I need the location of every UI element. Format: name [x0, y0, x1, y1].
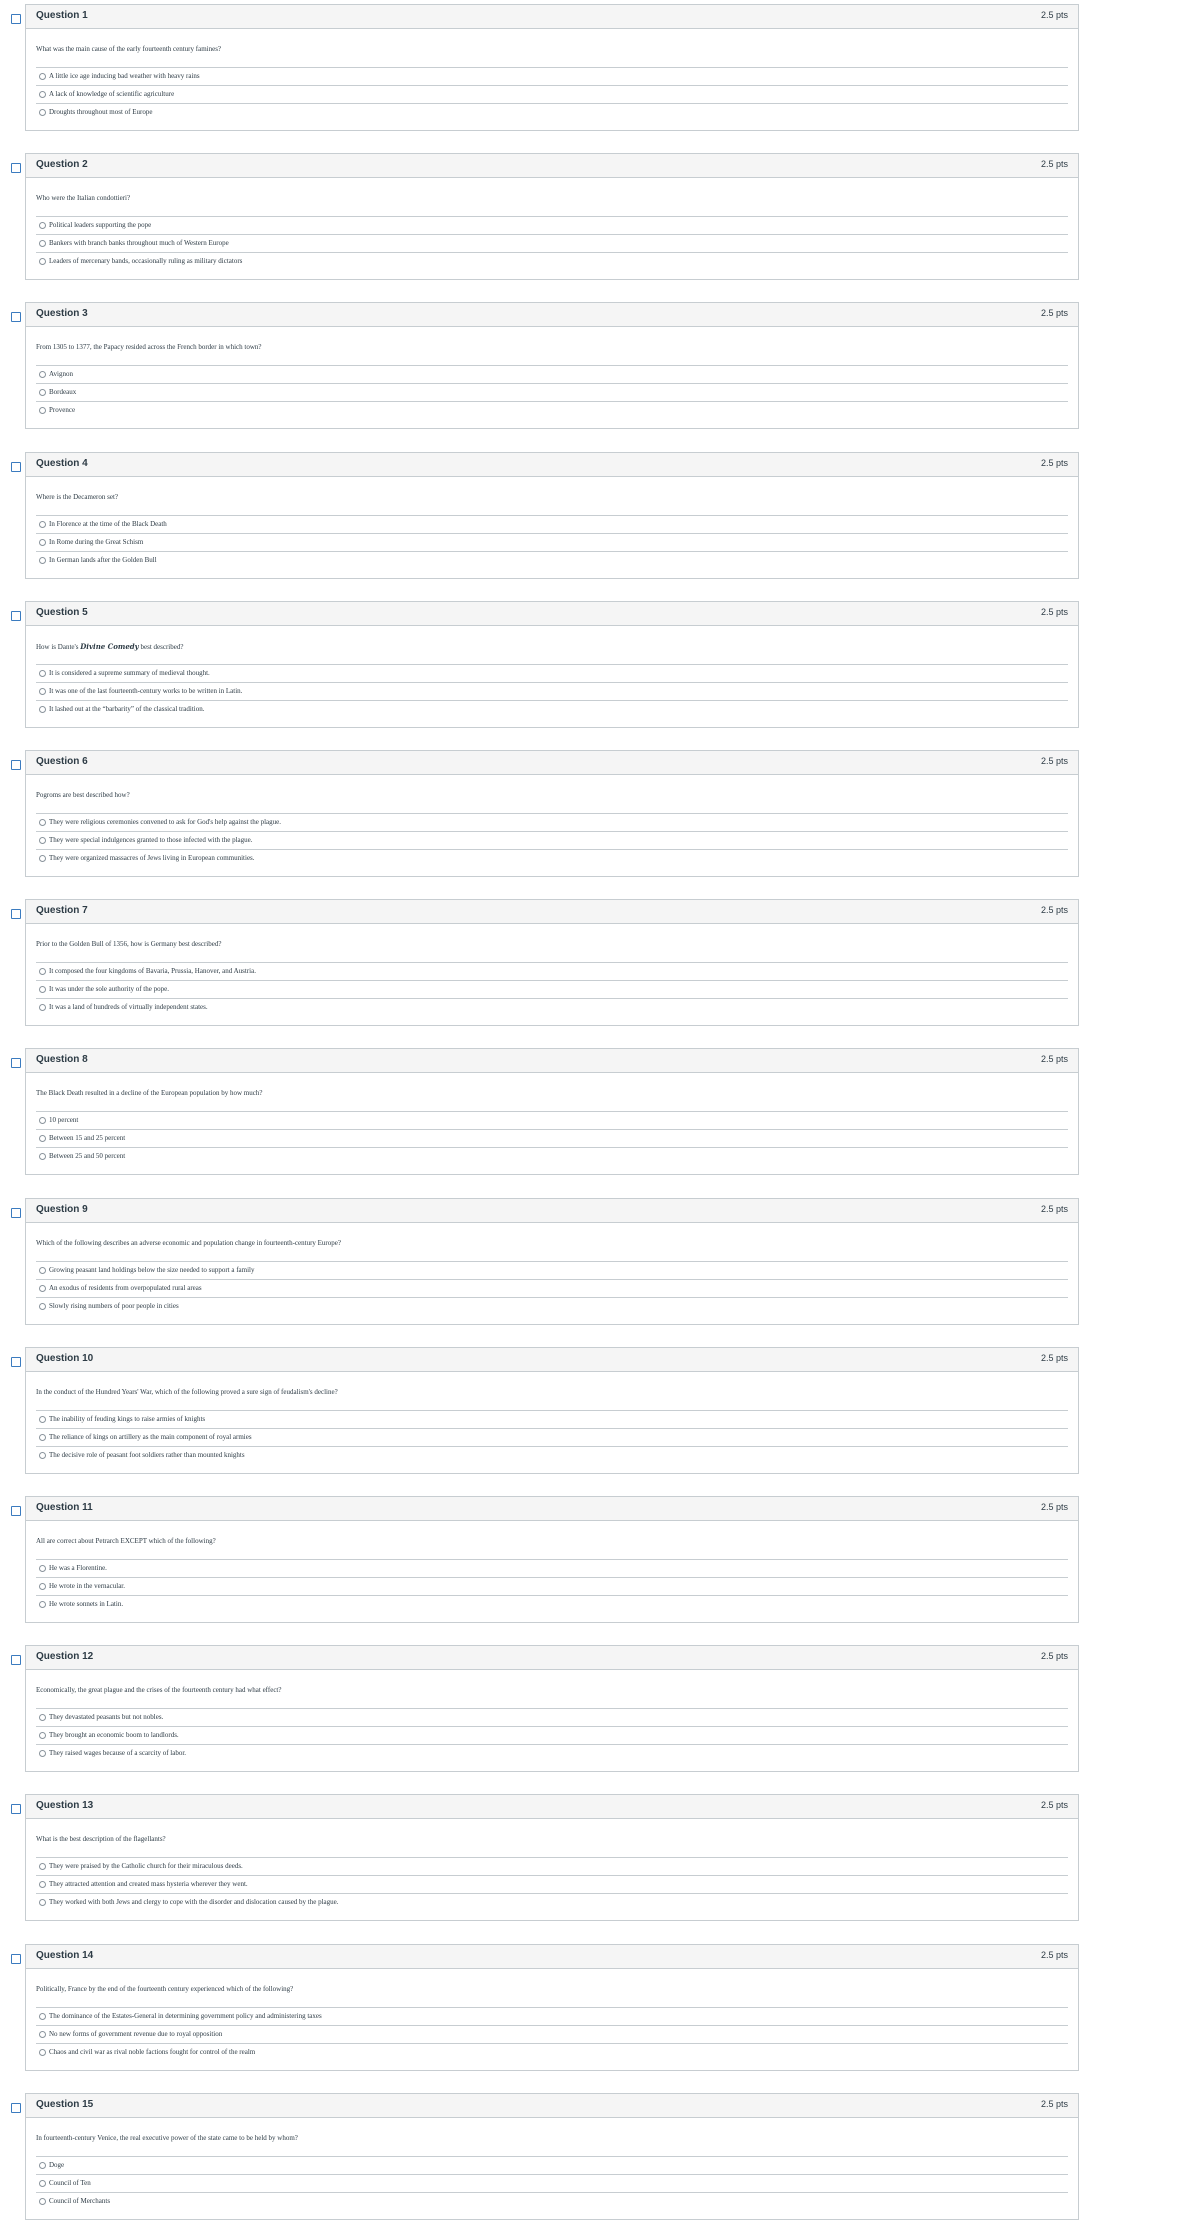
answer-option[interactable] — [36, 683, 1068, 701]
answer-label[interactable]: In Rome during the Great Schism — [49, 537, 144, 546]
answer-radio[interactable] — [39, 2162, 46, 2169]
answer-option[interactable] — [36, 999, 1068, 1016]
question-points: 2.5 pts — [1040, 905, 1068, 916]
question-card — [25, 1198, 1079, 1325]
question-card — [25, 1048, 1079, 1175]
answer-option[interactable] — [36, 552, 1068, 569]
question-card — [25, 1496, 1079, 1623]
answer-label[interactable]: Bankers with branch banks throughout much of Western Europe — [49, 239, 229, 248]
answer-label[interactable]: A lack of knowledge of scientific agriculture — [49, 90, 175, 98]
question-prompt: What is the best description of the flagellants? — [36, 1835, 166, 1844]
question-header — [26, 1497, 1078, 1521]
question-prompt: Politically, France by the end of the fourteenth century experienced which of the following? — [36, 1984, 294, 1993]
answer-radio[interactable] — [39, 1565, 46, 1572]
answer-option[interactable] — [36, 1429, 1068, 1447]
question-card — [25, 1347, 1079, 1474]
answer-label[interactable]: Provence — [49, 406, 76, 415]
answer-list — [36, 664, 1068, 718]
question-title: Question 3 — [36, 308, 88, 320]
answer-radio[interactable] — [39, 109, 46, 116]
answer-option[interactable] — [36, 104, 1068, 121]
question-header — [26, 1348, 1078, 1372]
question-title: Question 13 — [36, 1800, 94, 1812]
answer-option[interactable] — [36, 2008, 1068, 2026]
answer-label[interactable]: The reliance of kings on artillery as the main component of royal armies — [49, 1432, 252, 1441]
answer-radio[interactable] — [39, 1153, 46, 1160]
answer-radio[interactable] — [39, 986, 46, 993]
question-header — [26, 1795, 1078, 1819]
question-title: Question 7 — [36, 905, 88, 917]
question-title: Question 1 — [36, 10, 88, 21]
answer-option[interactable] — [36, 2193, 1068, 2210]
answer-list — [36, 365, 1068, 419]
answer-radio[interactable] — [39, 1583, 46, 1590]
answer-list — [36, 1111, 1068, 1165]
question-points: 2.5 pts — [1040, 1651, 1068, 1662]
question-card — [25, 4, 1079, 131]
answer-list — [36, 813, 1068, 867]
question-header — [26, 751, 1078, 775]
flag-question-icon[interactable] — [11, 1954, 21, 1964]
flag-question-icon[interactable] — [11, 312, 21, 322]
answer-label[interactable]: He wrote sonnets in Latin. — [49, 1600, 124, 1608]
answer-option[interactable] — [36, 814, 1068, 832]
question-card — [25, 153, 1079, 280]
answer-label[interactable]: They worked with both Jews and clergy to cope with the disorder and dislocation caused by the plague. — [49, 1898, 339, 1907]
answer-list — [36, 1261, 1068, 1315]
flag-question-icon[interactable] — [11, 1357, 21, 1367]
answer-list — [36, 1857, 1068, 1911]
question-prompt: Pogroms are best described how? — [36, 791, 130, 799]
answer-list — [36, 1708, 1068, 1762]
answer-radio[interactable] — [39, 1863, 46, 1870]
answer-radio[interactable] — [39, 91, 46, 98]
answer-label[interactable]: In Florence at the time of the Black Death — [49, 519, 167, 528]
answer-label[interactable]: An exodus of residents from overpopulated rural areas — [49, 1283, 202, 1292]
flag-question-icon[interactable] — [11, 909, 21, 919]
answer-radio[interactable] — [39, 389, 46, 396]
answer-label[interactable]: They brought an economic boom to landlords. — [49, 1731, 179, 1740]
answer-radio[interactable] — [39, 1601, 46, 1608]
question-prompt: Where is the Decameron set? — [36, 492, 119, 501]
answer-list — [36, 962, 1068, 1016]
flag-question-icon[interactable] — [11, 1804, 21, 1814]
answer-label[interactable]: In German lands after the Golden Bull — [49, 555, 157, 564]
answer-label[interactable]: It was under the sole authority of the pope. — [49, 985, 169, 994]
question-header — [26, 453, 1078, 477]
answer-option[interactable] — [36, 2044, 1068, 2061]
answer-option[interactable] — [36, 2026, 1068, 2044]
flag-question-icon[interactable] — [11, 1058, 21, 1068]
answer-radio[interactable] — [39, 706, 46, 713]
answer-label[interactable]: They attracted attention and created mass hysteria wherever they went. — [49, 1880, 248, 1889]
answer-option[interactable] — [36, 1447, 1068, 1464]
question-prompt: Prior to the Golden Bull of 1356, how is Germany best described? — [36, 940, 222, 949]
answer-option[interactable] — [36, 1280, 1068, 1298]
answer-radio[interactable] — [39, 1416, 46, 1423]
answer-label[interactable]: 10 percent — [49, 1116, 79, 1125]
question-prompt: How is Dante's Divine Comedy best described? — [36, 641, 184, 651]
answer-radio[interactable] — [39, 539, 46, 546]
answer-label[interactable]: They raised wages because of a scarcity of labor. — [49, 1749, 187, 1758]
question-title: Question 6 — [36, 756, 88, 767]
answer-label[interactable]: Chaos and civil war as rival noble factions fought for control of the realm — [49, 2047, 256, 2056]
answer-option[interactable] — [36, 1411, 1068, 1429]
answer-radio[interactable] — [39, 819, 46, 826]
answer-list — [36, 2156, 1068, 2210]
question-card — [25, 1794, 1079, 1921]
answer-option[interactable] — [36, 1727, 1068, 1745]
answer-option[interactable] — [36, 235, 1068, 253]
question-title: Question 5 — [36, 606, 88, 618]
question-title: Question 4 — [36, 457, 88, 469]
answer-option[interactable] — [36, 850, 1068, 867]
answer-option[interactable] — [36, 1130, 1068, 1148]
answer-label[interactable]: They were religious ceremonies convened to ask for God's help against the plague. — [49, 818, 281, 826]
answer-option[interactable] — [36, 963, 1068, 981]
question-prompt: Who were the Italian condottieri? — [36, 194, 131, 203]
answer-list — [36, 2007, 1068, 2061]
question-prompt: In the conduct of the Hundred Years' War, which of the following proved a sure sign of feudalism's decline? — [36, 1387, 338, 1396]
answer-label[interactable]: Between 15 and 25 percent — [49, 1134, 126, 1143]
answer-label[interactable]: It was one of the last fourteenth-century works to be written in Latin. — [49, 686, 243, 695]
question-points: 2.5 pts — [1040, 159, 1068, 170]
answer-radio[interactable] — [39, 240, 46, 247]
answer-radio[interactable] — [39, 1285, 46, 1292]
question-prompt: The Black Death resulted in a decline of the European population by how much? — [36, 1089, 263, 1098]
answer-radio[interactable] — [39, 1899, 46, 1906]
answer-label[interactable]: A little ice age inducing bad weather with heavy rains — [49, 72, 200, 80]
answer-radio[interactable] — [39, 2013, 46, 2020]
answer-list — [36, 216, 1068, 270]
question-card — [25, 899, 1079, 1026]
answer-option[interactable] — [36, 981, 1068, 999]
question-header — [26, 1646, 1078, 1670]
flag-question-icon[interactable] — [11, 462, 21, 472]
answer-radio[interactable] — [39, 1004, 46, 1011]
answer-radio[interactable] — [39, 1881, 46, 1888]
flag-question-icon[interactable] — [11, 1208, 21, 1218]
answer-option[interactable] — [36, 665, 1068, 683]
answer-radio[interactable] — [39, 1303, 46, 1310]
answer-radio[interactable] — [39, 2031, 46, 2038]
answer-label[interactable]: It lashed out at the “barbarity” of the classical tradition. — [49, 704, 205, 713]
answer-option[interactable] — [36, 253, 1068, 270]
answer-label[interactable]: Doge — [49, 2160, 65, 2169]
answer-option[interactable] — [36, 1894, 1068, 1911]
answer-option[interactable] — [36, 2175, 1068, 2193]
question-points: 2.5 pts — [1040, 1352, 1068, 1363]
answer-option[interactable] — [36, 86, 1068, 104]
answer-option[interactable] — [36, 1709, 1068, 1727]
question-prompt: Economically, the great plague and the crises of the fourteenth century had what effect? — [36, 1686, 282, 1695]
answer-option[interactable] — [36, 832, 1068, 850]
flag-question-icon[interactable] — [11, 1655, 21, 1665]
answer-label[interactable]: It composed the four kingdoms of Bavaria, Prussia, Hanover, and Austria. — [49, 967, 256, 976]
answer-option[interactable] — [36, 701, 1068, 718]
question-title: Question 14 — [36, 1949, 94, 1961]
answer-radio[interactable] — [39, 1750, 46, 1757]
answer-radio[interactable] — [39, 670, 46, 677]
question-points: 2.5 pts — [1040, 308, 1068, 319]
answer-option[interactable] — [36, 384, 1068, 402]
question-header — [26, 5, 1078, 29]
question-points: 2.5 pts — [1040, 1203, 1068, 1214]
answer-option[interactable] — [36, 2157, 1068, 2175]
answer-option[interactable] — [36, 1876, 1068, 1894]
answer-radio[interactable] — [39, 968, 46, 975]
question-prompt: Which of the following describes an adverse economic and population change in fourteenth-century Europe? — [36, 1238, 341, 1247]
flag-question-icon[interactable] — [11, 611, 21, 621]
answer-radio[interactable] — [39, 371, 46, 378]
question-card — [25, 1944, 1079, 2071]
answer-option[interactable] — [36, 1148, 1068, 1165]
answer-list — [36, 515, 1068, 569]
answer-radio[interactable] — [39, 1117, 46, 1124]
answer-label[interactable]: They were praised by the Catholic church for their miraculous deeds. — [49, 1862, 243, 1871]
question-points: 2.5 pts — [1040, 756, 1068, 766]
answer-radio[interactable] — [39, 521, 46, 528]
answer-label[interactable]: No new forms of government revenue due to royal opposition — [49, 2029, 223, 2038]
answer-label[interactable]: Bordeaux — [49, 388, 77, 397]
answer-label[interactable]: They were special indulgences granted to those infected with the plague. — [49, 836, 253, 844]
answer-radio[interactable] — [39, 1267, 46, 1274]
question-card — [25, 2093, 1079, 2220]
answer-label[interactable]: The inability of feuding kings to raise armies of knights — [49, 1414, 206, 1423]
answer-option[interactable] — [36, 68, 1068, 86]
question-prompt: From 1305 to 1377, the Papacy resided across the French border in which town? — [36, 343, 262, 352]
answer-option[interactable] — [36, 1112, 1068, 1130]
question-title: Question 2 — [36, 159, 88, 171]
answer-list — [36, 1559, 1068, 1613]
answer-label[interactable]: The decisive role of peasant foot soldiers rather than mounted knights — [49, 1450, 245, 1459]
question-title: Question 8 — [36, 1054, 88, 1066]
question-header — [26, 154, 1078, 178]
answer-list — [36, 67, 1068, 121]
answer-option[interactable] — [36, 1858, 1068, 1876]
answer-radio[interactable] — [39, 73, 46, 80]
question-points: 2.5 pts — [1040, 10, 1068, 20]
answer-radio[interactable] — [39, 222, 46, 229]
question-title: Question 9 — [36, 1203, 88, 1215]
flag-question-icon[interactable] — [11, 2103, 21, 2113]
answer-radio[interactable] — [39, 688, 46, 695]
answer-radio[interactable] — [39, 1714, 46, 1721]
question-header — [26, 1945, 1078, 1969]
question-points: 2.5 pts — [1040, 1054, 1068, 1065]
question-prompt: All are correct about Petrarch EXCEPT which of the following? — [36, 1537, 216, 1545]
answer-radio[interactable] — [39, 557, 46, 564]
question-header — [26, 1049, 1078, 1073]
answer-label[interactable]: They devastated peasants but not nobles. — [49, 1713, 164, 1722]
answer-label[interactable]: Political leaders supporting the pope — [49, 221, 152, 230]
flag-question-icon[interactable] — [11, 163, 21, 173]
question-card — [25, 601, 1079, 728]
question-prompt: What was the main cause of the early fourteenth century famines? — [36, 45, 222, 53]
answer-label[interactable]: He was a Florentine. — [49, 1564, 107, 1572]
answer-label[interactable]: Droughts throughout most of Europe — [49, 108, 153, 116]
question-card — [25, 1645, 1079, 1772]
answer-radio[interactable] — [39, 855, 46, 862]
question-title: Question 11 — [36, 1502, 93, 1513]
answer-label[interactable]: They were organized massacres of Jews living in European communities. — [49, 854, 255, 862]
answer-list — [36, 1410, 1068, 1464]
answer-option[interactable] — [36, 1560, 1068, 1578]
answer-option[interactable] — [36, 217, 1068, 235]
question-title: Question 10 — [36, 1352, 94, 1364]
italic-title: Divine Comedy — [80, 641, 139, 651]
question-points: 2.5 pts — [1040, 2098, 1068, 2109]
question-points: 2.5 pts — [1040, 606, 1068, 617]
flag-question-icon[interactable] — [11, 760, 21, 770]
answer-label[interactable]: Council of Ten — [49, 2178, 91, 2187]
answer-label[interactable]: Between 25 and 50 percent — [49, 1152, 126, 1161]
answer-radio[interactable] — [39, 258, 46, 265]
question-title: Question 15 — [36, 2098, 94, 2110]
answer-option[interactable] — [36, 366, 1068, 384]
question-header — [26, 900, 1078, 924]
answer-label[interactable]: Avignon — [49, 370, 73, 379]
answer-option[interactable] — [36, 1298, 1068, 1315]
answer-label[interactable]: He wrote in the vernacular. — [49, 1582, 125, 1590]
answer-option[interactable] — [36, 1745, 1068, 1762]
question-points: 2.5 pts — [1040, 457, 1068, 468]
question-card — [25, 452, 1079, 579]
answer-option[interactable] — [36, 534, 1068, 552]
answer-label[interactable]: It is considered a supreme summary of medieval thought. — [49, 668, 210, 677]
flag-question-icon[interactable] — [11, 1506, 21, 1516]
answer-option[interactable] — [36, 402, 1068, 419]
question-header — [26, 602, 1078, 626]
answer-label[interactable]: Slowly rising numbers of poor people in cities — [49, 1301, 179, 1310]
answer-radio[interactable] — [39, 837, 46, 844]
answer-option[interactable] — [36, 1262, 1068, 1280]
answer-label[interactable]: Leaders of mercenary bands, occasionally ruling as military dictators — [49, 257, 243, 266]
question-points: 2.5 pts — [1040, 1949, 1068, 1960]
question-card — [25, 302, 1079, 429]
flag-question-icon[interactable] — [11, 14, 21, 24]
answer-radio[interactable] — [39, 1135, 46, 1142]
answer-radio[interactable] — [39, 1434, 46, 1441]
question-points: 2.5 pts — [1040, 1800, 1068, 1811]
question-header — [26, 1199, 1078, 1223]
answer-radio[interactable] — [39, 1452, 46, 1459]
question-header — [26, 2094, 1078, 2118]
answer-radio[interactable] — [39, 2198, 46, 2205]
answer-radio[interactable] — [39, 2180, 46, 2187]
answer-radio[interactable] — [39, 1732, 46, 1739]
answer-label[interactable]: Council of Merchants — [49, 2196, 111, 2205]
answer-option[interactable] — [36, 516, 1068, 534]
answer-label[interactable]: The dominance of the Estates-General in determining government policy and administering taxes — [49, 2011, 322, 2020]
answer-radio[interactable] — [39, 2049, 46, 2056]
question-prompt: In fourteenth-century Venice, the real executive power of the state came to be held by whom? — [36, 2133, 298, 2142]
question-title: Question 12 — [36, 1651, 94, 1663]
answer-radio[interactable] — [39, 407, 46, 414]
answer-option[interactable] — [36, 1578, 1068, 1596]
answer-option[interactable] — [36, 1596, 1068, 1613]
answer-label[interactable]: It was a land of hundreds of virtually independent states. — [49, 1003, 208, 1012]
question-header — [26, 303, 1078, 327]
question-card — [25, 750, 1079, 877]
answer-label[interactable]: Growing peasant land holdings below the size needed to support a family — [49, 1265, 255, 1274]
question-points: 2.5 pts — [1040, 1502, 1068, 1512]
